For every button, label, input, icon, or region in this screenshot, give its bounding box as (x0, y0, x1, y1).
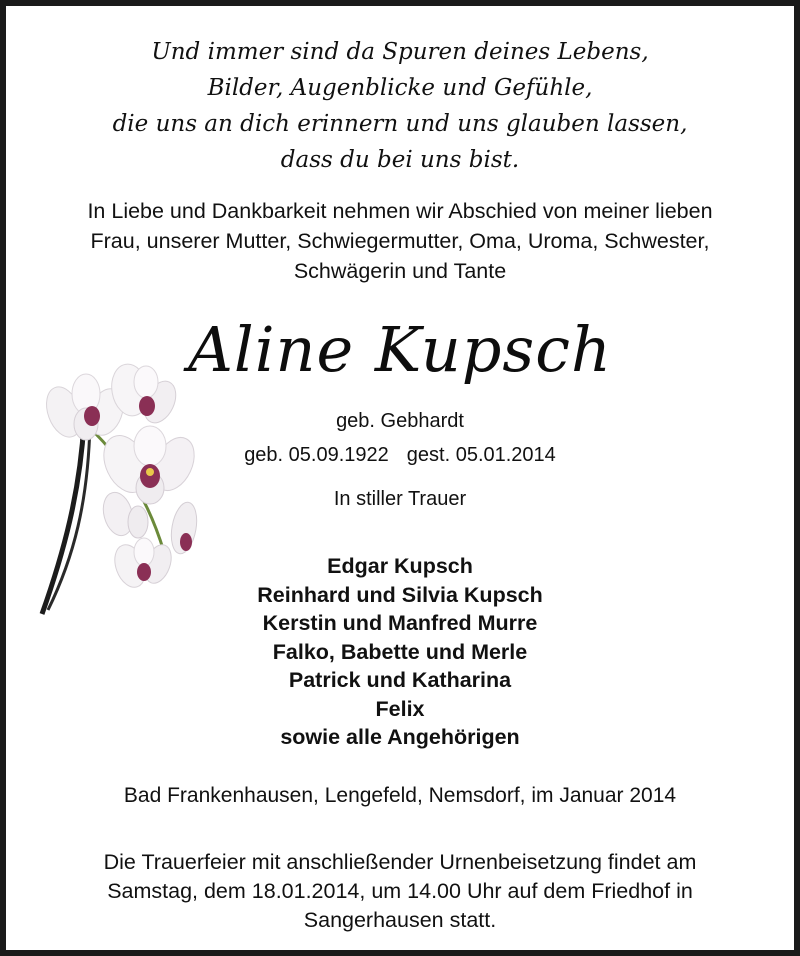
intro-line: Frau, unserer Mutter, Schwiegermutter, Oma, Uroma, Schwester, (90, 229, 710, 253)
mourner-line: Patrick und Katharina (288, 668, 512, 692)
poem-line: Und immer sind da Spuren deines Lebens, (151, 39, 649, 65)
birth-date: geb. 05.09.1922 (244, 444, 389, 466)
farewell-intro (6, 196, 794, 286)
intro-line: In Liebe und Dankbarkeit nehmen wir Abschied von meiner lieben (87, 199, 713, 223)
memorial-poem (6, 34, 794, 178)
poem-line: die uns an dich erinnern und uns glauben lassen, (112, 111, 688, 137)
mourner-line: Felix (375, 696, 425, 721)
mourner-line: Reinhard und Silvia Kupsch (257, 582, 543, 607)
funeral-line: Sangerhausen statt. (303, 908, 497, 932)
poem-line: Bilder, Augenblicke und Gefühle, (207, 75, 593, 101)
mourners-list (6, 552, 794, 752)
birth-name: geb. Gebhardt (336, 410, 464, 432)
funeral-line: Samstag, dem 18.01.2014, um 14.00 Uhr auf dem Friedhof in (107, 879, 693, 903)
mourner-line: Falko, Babette und Merle (272, 639, 528, 664)
mourning-text: In stiller Trauer (333, 488, 467, 510)
mourner-line: Edgar Kupsch (327, 554, 473, 578)
deceased-name: Aline Kupsch (188, 313, 612, 386)
place-and-date: Bad Frankenhausen, Lengefeld, Nemsdorf, im Januar 2014 (123, 784, 677, 807)
intro-line: Schwägerin und Tante (293, 259, 507, 283)
poem-line: dass du bei uns bist. (280, 147, 520, 173)
death-date: gest. 05.01.2014 (406, 444, 556, 466)
funeral-info (6, 848, 794, 935)
mourner-line: sowie alle Angehörigen (280, 725, 520, 749)
funeral-line: Die Trauerfeier mit anschließender Urnenbeisetzung findet am (103, 850, 697, 874)
life-dates (6, 442, 794, 468)
mourner-line: Kerstin und Manfred Murre (262, 611, 538, 635)
